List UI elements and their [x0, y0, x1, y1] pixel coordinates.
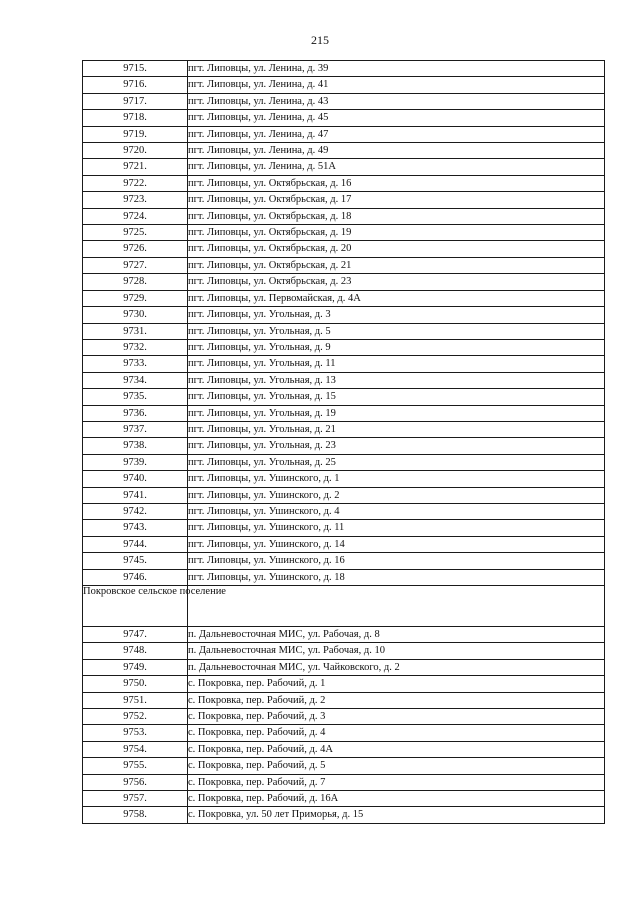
table-row: [83, 627, 605, 643]
row-number: 9729.: [83, 290, 188, 306]
page-number: 215: [311, 33, 329, 47]
row-number: 9719.: [83, 126, 188, 142]
table-row: [83, 389, 605, 405]
row-address: пгт. Липовцы, ул. Ушинского, д. 14: [188, 536, 605, 552]
row-number: 9730.: [83, 307, 188, 323]
row-number: 9731.: [83, 323, 188, 339]
row-number: 9735.: [83, 389, 188, 405]
row-number: 9715.: [83, 61, 188, 77]
row-address: пгт. Липовцы, ул. Ленина, д. 39: [188, 61, 605, 77]
row-address: с. Покровка, пер. Рабочий, д. 1: [188, 676, 605, 692]
table-row: [83, 487, 605, 503]
row-number: 9754.: [83, 741, 188, 757]
row-address: с. Покровка, ул. 50 лет Приморья, д. 15: [188, 807, 605, 823]
row-number: 9733.: [83, 356, 188, 372]
row-number: 9727.: [83, 257, 188, 273]
table-row: [83, 503, 605, 519]
row-number: 9743.: [83, 520, 188, 536]
row-address: с. Покровка, пер. Рабочий, д. 5: [188, 758, 605, 774]
row-address: пгт. Липовцы, ул. Октябрьская, д. 20: [188, 241, 605, 257]
row-number: 9756.: [83, 774, 188, 790]
row-address: пгт. Липовцы, ул. Угольная, д. 3: [188, 307, 605, 323]
row-number: 9720.: [83, 143, 188, 159]
row-address: пгт. Липовцы, ул. Октябрьская, д. 21: [188, 257, 605, 273]
row-address: с. Покровка, пер. Рабочий, д. 7: [188, 774, 605, 790]
table-row: [83, 77, 605, 93]
row-number: 9750.: [83, 676, 188, 692]
table-row: [83, 274, 605, 290]
row-address: пгт. Липовцы, ул. Ушинского, д. 18: [188, 569, 605, 585]
row-number: 9746.: [83, 569, 188, 585]
row-number: 9757.: [83, 791, 188, 807]
address-table: [82, 60, 605, 824]
table-row: [83, 110, 605, 126]
row-number: 9723.: [83, 192, 188, 208]
row-number: 9753.: [83, 725, 188, 741]
table-row: [83, 807, 605, 823]
table-row: [83, 421, 605, 437]
table-row: [83, 709, 605, 725]
table-row: [83, 175, 605, 191]
row-address: пгт. Липовцы, ул. Угольная, д. 13: [188, 372, 605, 388]
row-address: пгт. Липовцы, ул. Угольная, д. 15: [188, 389, 605, 405]
address-table-body: [83, 61, 605, 824]
row-number: 9737.: [83, 421, 188, 437]
row-number: 9736.: [83, 405, 188, 421]
row-address: п. Дальневосточная МИС, ул. Рабочая, д. 8: [188, 627, 605, 643]
row-number: 9734.: [83, 372, 188, 388]
row-number: 9722.: [83, 175, 188, 191]
table-row: [83, 791, 605, 807]
table-row: [83, 774, 605, 790]
row-number: 9749.: [83, 659, 188, 675]
row-address: пгт. Липовцы, ул. Октябрьская, д. 17: [188, 192, 605, 208]
table-row: [83, 93, 605, 109]
row-number: 9751.: [83, 692, 188, 708]
row-address: пгт. Липовцы, ул. Ленина, д. 47: [188, 126, 605, 142]
table-row: [83, 454, 605, 470]
row-address: пгт. Липовцы, ул. Октябрьская, д. 18: [188, 208, 605, 224]
section-address-cell: [188, 586, 605, 627]
table-row: [83, 143, 605, 159]
row-number: 9718.: [83, 110, 188, 126]
row-number: 9748.: [83, 643, 188, 659]
row-address: пгт. Липовцы, ул. Угольная, д. 25: [188, 454, 605, 470]
row-number: 9726.: [83, 241, 188, 257]
table-row: [83, 61, 605, 77]
row-address: пгт. Липовцы, ул. Угольная, д. 23: [188, 438, 605, 454]
row-address: пгт. Липовцы, ул. Октябрьская, д. 19: [188, 225, 605, 241]
table-row: [83, 438, 605, 454]
table-row: [83, 356, 605, 372]
row-address: с. Покровка, пер. Рабочий, д. 4: [188, 725, 605, 741]
row-address: пгт. Липовцы, ул. Первомайская, д. 4А: [188, 290, 605, 306]
row-address: пгт. Липовцы, ул. Октябрьская, д. 16: [188, 175, 605, 191]
row-address: с. Покровка, пер. Рабочий, д. 4А: [188, 741, 605, 757]
row-number: 9752.: [83, 709, 188, 725]
row-address: пгт. Липовцы, ул. Ушинского, д. 2: [188, 487, 605, 503]
table-row: [83, 323, 605, 339]
table-row: [83, 405, 605, 421]
row-number: 9742.: [83, 503, 188, 519]
row-number: 9725.: [83, 225, 188, 241]
table-row: [83, 520, 605, 536]
row-address: пгт. Липовцы, ул. Октябрьская, д. 23: [188, 274, 605, 290]
table-row: [83, 471, 605, 487]
table-row: [83, 725, 605, 741]
row-number: 9758.: [83, 807, 188, 823]
row-address: пгт. Липовцы, ул. Ушинского, д. 4: [188, 503, 605, 519]
row-address: п. Дальневосточная МИС, ул. Чайковского, д. 2: [188, 659, 605, 675]
table-row: [83, 241, 605, 257]
table-row: [83, 676, 605, 692]
table-row: [83, 553, 605, 569]
row-address: пгт. Липовцы, ул. Ушинского, д. 1: [188, 471, 605, 487]
row-number: 9728.: [83, 274, 188, 290]
table-row: [83, 692, 605, 708]
table-row: [83, 192, 605, 208]
table-row: [83, 159, 605, 175]
row-number: 9738.: [83, 438, 188, 454]
table-row: [83, 290, 605, 306]
row-address: пгт. Липовцы, ул. Ленина, д. 49: [188, 143, 605, 159]
table-row: [83, 741, 605, 757]
table-row: [83, 372, 605, 388]
row-number: 9724.: [83, 208, 188, 224]
table-row: [83, 536, 605, 552]
table-row: [83, 307, 605, 323]
row-address: пгт. Липовцы, ул. Ушинского, д. 16: [188, 553, 605, 569]
table-row: [83, 208, 605, 224]
table-row: [83, 659, 605, 675]
table-row: [83, 126, 605, 142]
row-address: с. Покровка, пер. Рабочий, д. 3: [188, 709, 605, 725]
row-address: пгт. Липовцы, ул. Угольная, д. 9: [188, 339, 605, 355]
row-address: пгт. Липовцы, ул. Угольная, д. 21: [188, 421, 605, 437]
row-address: пгт. Липовцы, ул. Ленина, д. 43: [188, 93, 605, 109]
table-row: [83, 569, 605, 585]
row-address: пгт. Липовцы, ул. Угольная, д. 11: [188, 356, 605, 372]
section-header-row: [83, 586, 605, 627]
row-address: пгт. Липовцы, ул. Ушинского, д. 11: [188, 520, 605, 536]
row-address: пгт. Липовцы, ул. Угольная, д. 19: [188, 405, 605, 421]
row-address: пгт. Липовцы, ул. Ленина, д. 45: [188, 110, 605, 126]
row-number: 9741.: [83, 487, 188, 503]
row-address: пгт. Липовцы, ул. Угольная, д. 5: [188, 323, 605, 339]
row-number: 9739.: [83, 454, 188, 470]
row-number: 9744.: [83, 536, 188, 552]
table-row: [83, 257, 605, 273]
table-row: [83, 339, 605, 355]
section-name: Покровское сельское поселение: [83, 586, 188, 627]
row-address: с. Покровка, пер. Рабочий, д. 2: [188, 692, 605, 708]
row-number: 9740.: [83, 471, 188, 487]
row-number: 9732.: [83, 339, 188, 355]
table-row: [83, 225, 605, 241]
table-row: [83, 758, 605, 774]
table-row: [83, 643, 605, 659]
row-address: пгт. Липовцы, ул. Ленина, д. 41: [188, 77, 605, 93]
row-number: 9747.: [83, 627, 188, 643]
row-number: 9716.: [83, 77, 188, 93]
row-address: пгт. Липовцы, ул. Ленина, д. 51А: [188, 159, 605, 175]
row-number: 9755.: [83, 758, 188, 774]
row-number: 9717.: [83, 93, 188, 109]
row-address: п. Дальневосточная МИС, ул. Рабочая, д. 10: [188, 643, 605, 659]
row-address: с. Покровка, пер. Рабочий, д. 16А: [188, 791, 605, 807]
row-number: 9745.: [83, 553, 188, 569]
row-number: 9721.: [83, 159, 188, 175]
